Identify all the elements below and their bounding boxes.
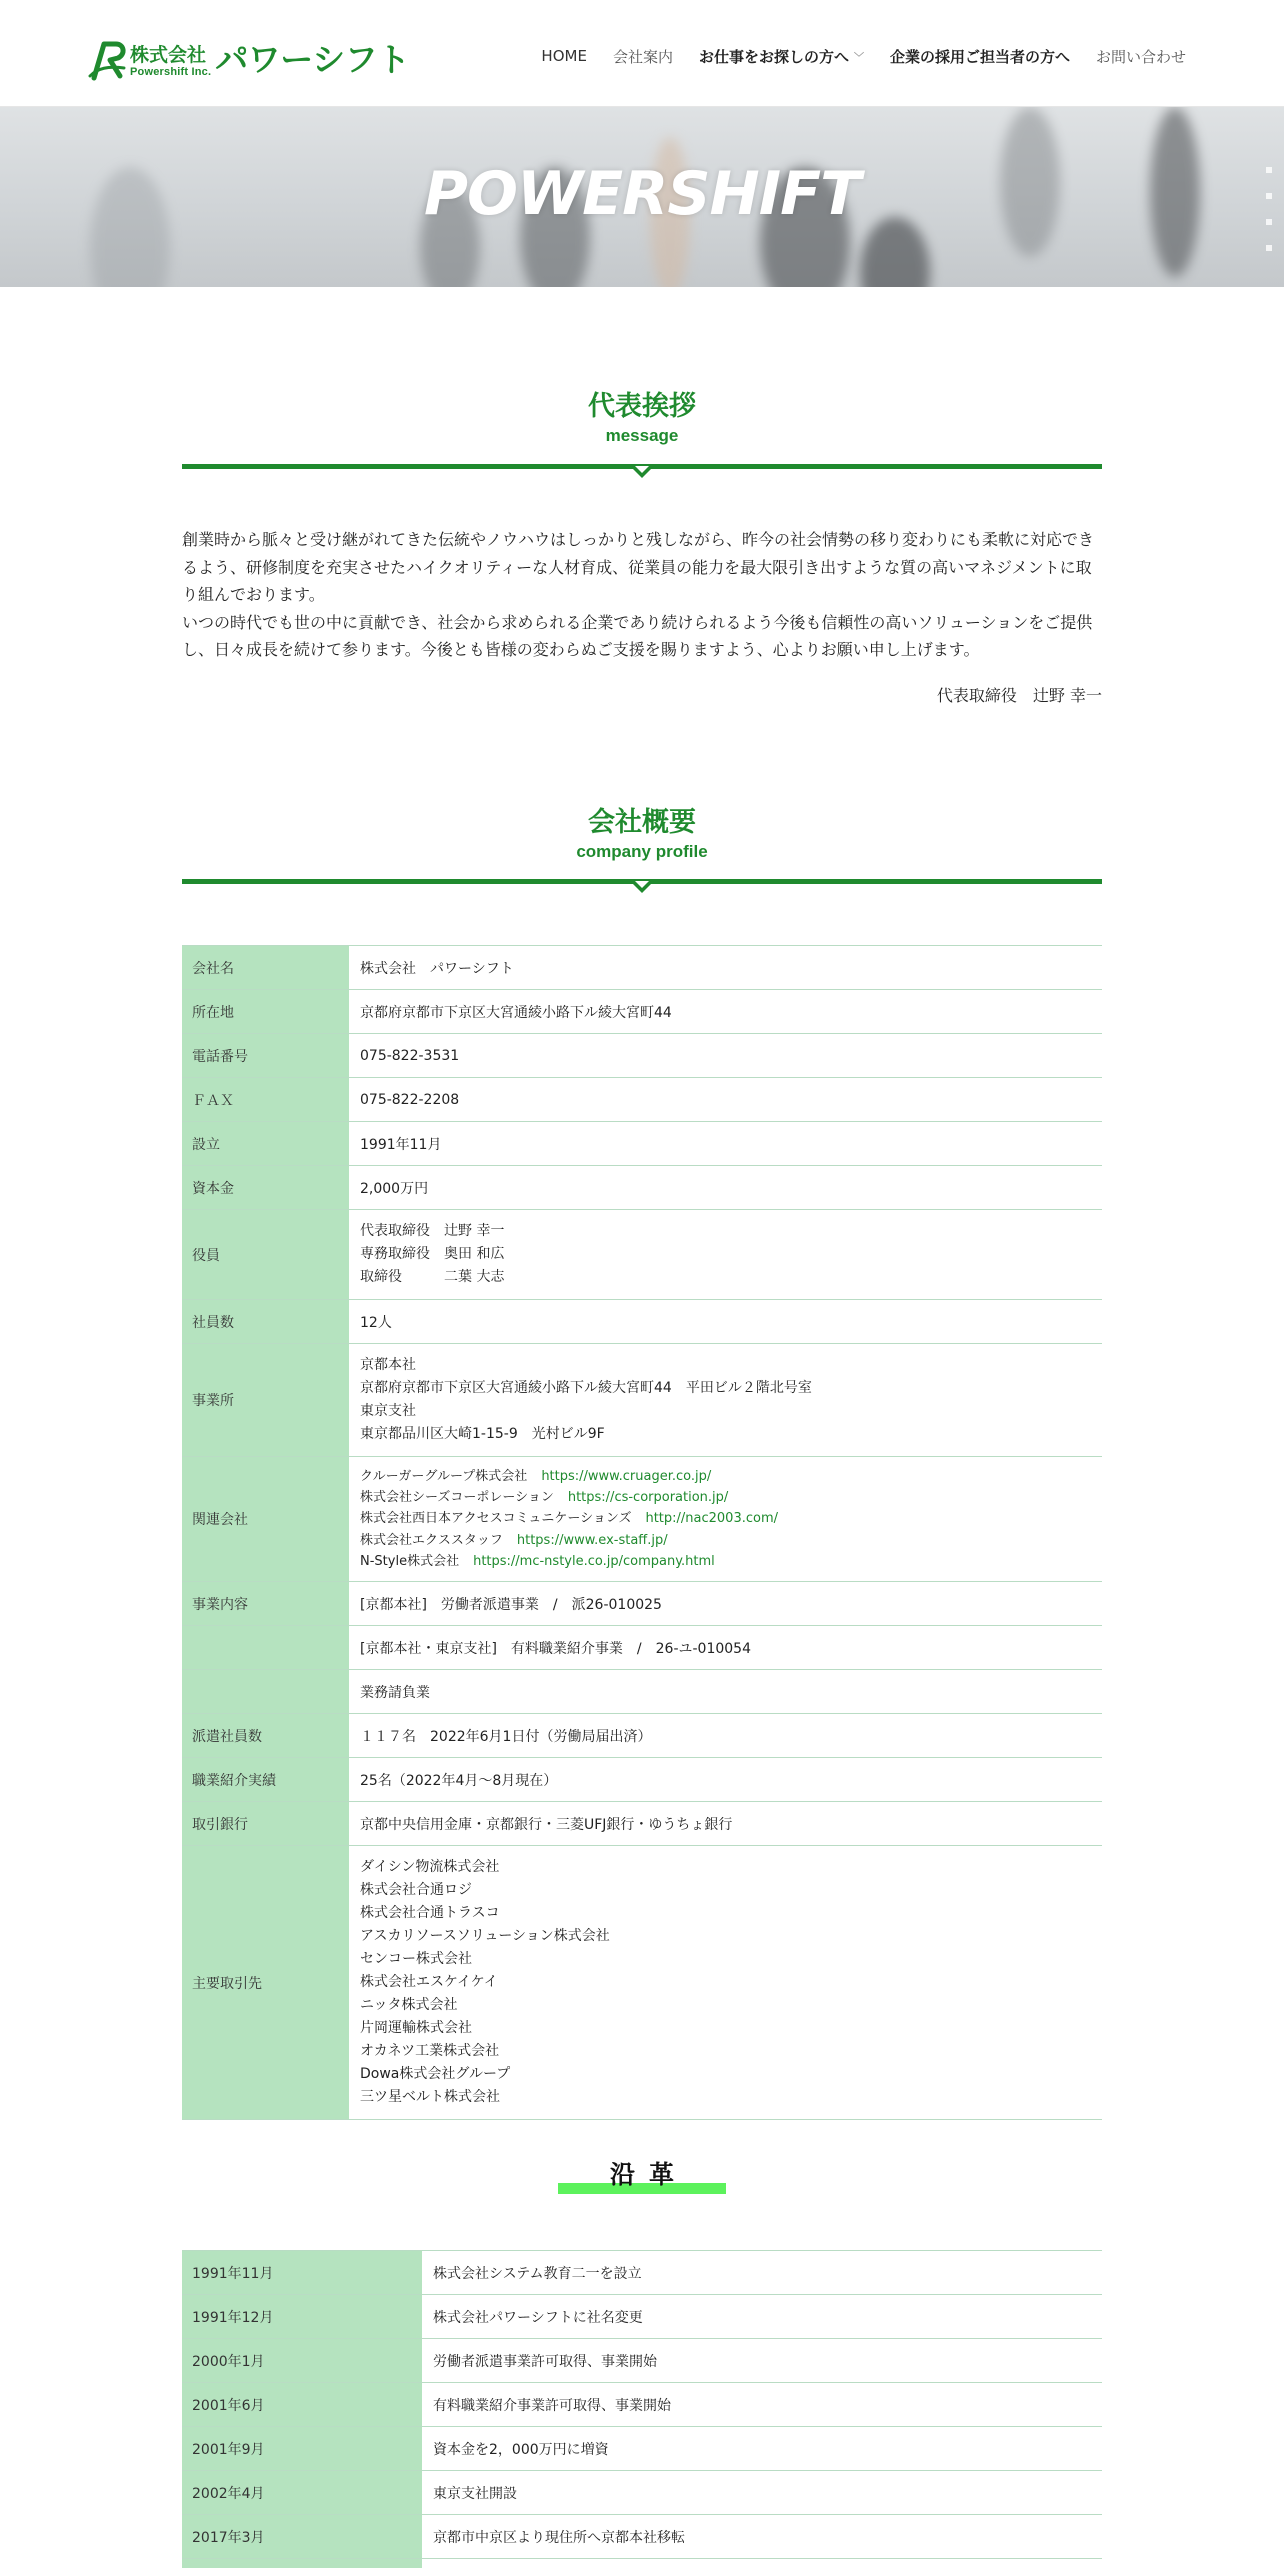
history-date: 2017年3月 (182, 2515, 422, 2559)
related-company-name: N-Style株式会社 (360, 1553, 460, 1569)
table-row (182, 946, 1102, 990)
logo-mark-icon (88, 38, 128, 82)
profile-heading (182, 806, 1102, 863)
message-paragraph-2: いつの時代でも世の中に貢献でき、社会から求められる企業であり続けられるよう今後も信頼性の高いソリューションをご提供し、日々成長を続けて参ります。今後とも皆様の変わらぬご支援を賜りますよう、心よりお願い申し上げます。 (182, 612, 1093, 659)
message-paragraph-1: 創業時から脈々と受け継がれてきた伝統やノウハウはしっかりと残しながら、昨今の社会情勢の移り変わりにも柔軟に対応できるよう、研修制度を充実させたハイクオリティーな人材育成、従業員の能力を最大限引き出すような質の高いマネジメントに取り組んでおります。 (182, 530, 1095, 604)
client-line: オカネツ工業株式会社 (360, 2043, 500, 2059)
row-label: 派遣社員数 (182, 1714, 349, 1758)
table-row (182, 1166, 1102, 1210)
related-company-link[interactable]: https://www.ex-staff.jp/ (516, 1532, 668, 1548)
related-company-link[interactable]: http://nac2003.com/ (645, 1511, 778, 1527)
row-label: 職業紹介実績 (182, 1758, 349, 1802)
row-value: 25名（2022年4月～8月現在） (349, 1758, 1102, 1802)
row-value: [京都本社] 労働者派遣事業 / 派26-010025 (349, 1582, 1102, 1626)
row-label-empty (182, 1670, 349, 1714)
officer-line: 取締役 二葉 大志 (360, 1269, 505, 1285)
logo-company-prefix: 株式会社 (130, 44, 207, 66)
history-event: 資本金を2，000万円に増資 (422, 2427, 1102, 2471)
history-heading (558, 2158, 726, 2194)
row-value: 京都中央信用金庫・京都銀行・三菱UFJ銀行・ゆうちょ銀行 (349, 1802, 1102, 1846)
history-date: 2002年4月 (182, 2471, 422, 2515)
table-row (182, 1034, 1102, 1078)
table-row (182, 2383, 1102, 2427)
table-row (182, 2427, 1102, 2471)
client-line: アスカリソースソリューション株式会社 (360, 1928, 610, 1944)
table-row (182, 990, 1102, 1034)
office-line: 東京支社 (360, 1403, 416, 1419)
table-row (182, 1626, 1102, 1670)
related-company (360, 1487, 1102, 1508)
related-company-name: 株式会社シーズコーポレーション (360, 1490, 554, 1506)
row-label: 取引銀行 (182, 1802, 349, 1846)
history-title: 沿革 (609, 2160, 688, 2189)
row-value: 業務請負業 (349, 1670, 1102, 1714)
row-label: 会社名 (182, 946, 349, 990)
table-row (182, 1122, 1102, 1166)
nav-home[interactable]: HOME (541, 47, 587, 65)
client-line: センコー株式会社 (360, 1951, 472, 1967)
history-date-empty (182, 2559, 422, 2568)
client-line: 株式会社合通ロジ (360, 1882, 472, 1898)
message-title-ja: 代表挨拶 (588, 391, 696, 422)
profile-title-ja: 会社概要 (588, 807, 696, 838)
history-event: 有料職業紹介事業許可取得、事業開始 (422, 2383, 1102, 2427)
row-value: 2,000万円 (349, 1166, 1102, 1210)
divider-notch-icon (630, 466, 654, 480)
row-value: １１７名 2022年6月1日付（労働局届出済） (349, 1714, 1102, 1758)
row-value (349, 1846, 1102, 2120)
row-label: 事業所 (182, 1344, 349, 1457)
table-row (182, 2295, 1102, 2339)
chevron-down-icon: ﹀ (853, 52, 864, 64)
history-event-empty (422, 2559, 1102, 2568)
row-label: 事業内容 (182, 1582, 349, 1626)
related-company-name: 株式会社西日本アクセスコミュニケーションズ (360, 1511, 632, 1527)
nav-job-seekers[interactable] (699, 46, 864, 67)
table-row (182, 1714, 1102, 1758)
row-label: 設立 (182, 1122, 349, 1166)
history-date: 2001年9月 (182, 2427, 422, 2471)
nav-employers[interactable]: 企業の採用ご担当者の方へ (889, 47, 1070, 66)
officer-line: 代表取締役 辻野 幸一 (360, 1223, 505, 1239)
company-logo[interactable] (88, 38, 410, 82)
table-row (182, 1846, 1102, 2120)
client-line: 株式会社エスケイケイ (360, 1974, 498, 1990)
related-company (360, 1530, 1102, 1551)
message-title-en: message (605, 426, 679, 445)
nav-company[interactable]: 会社案内 (612, 47, 673, 66)
hero-title: POWERSHIFT (423, 159, 860, 229)
message-signature: 代表取締役 辻野 幸一 (936, 686, 1102, 705)
row-value: 京都府京都市下京区大宮通綾小路下ル綾大宮町44 (349, 990, 1102, 1034)
row-label: 役員 (182, 1210, 349, 1300)
table-row (182, 2515, 1102, 2559)
row-value (349, 1344, 1102, 1457)
row-label: 所在地 (182, 990, 349, 1034)
table-row (182, 2559, 1102, 2568)
profile-title-en: company profile (576, 842, 708, 861)
company-profile-table (182, 945, 1102, 2120)
row-label: 社員数 (182, 1300, 349, 1344)
table-row (182, 2471, 1102, 2515)
table-row (182, 1344, 1102, 1457)
main-nav (515, 45, 1186, 67)
client-line: 片岡運輸株式会社 (360, 2020, 472, 2036)
table-row (182, 1078, 1102, 1122)
client-line: ニッタ株式会社 (360, 1997, 458, 2013)
related-company-link[interactable]: https://cs-corporation.jp/ (567, 1490, 729, 1506)
site-header (0, 0, 1284, 107)
message-heading (182, 390, 1102, 447)
row-label-empty (182, 1626, 349, 1670)
office-line: 京都本社 (360, 1357, 416, 1373)
client-line: ダイシン物流株式会社 (360, 1859, 500, 1875)
logo-company-name: パワーシフト (215, 40, 410, 79)
related-company-link[interactable]: https://mc-nstyle.co.jp/company.html (473, 1553, 715, 1569)
related-company-name: 株式会社エクススタッフ (360, 1532, 503, 1548)
client-line: Dowa株式会社グループ (360, 2066, 511, 2082)
client-line: 株式会社合通トラスコ (360, 1905, 500, 1921)
row-label: 資本金 (182, 1166, 349, 1210)
office-line: 京都府京都市下京区大宮通綾小路下ル綾大宮町44 平田ビル２階北号室 (360, 1380, 812, 1396)
related-company (360, 1466, 1102, 1487)
history-event: 株式会社システム教育二一を設立 (422, 2251, 1102, 2295)
row-label: 主要取引先 (182, 1846, 349, 2120)
history-table (182, 2250, 1102, 2568)
table-row (182, 1457, 1102, 1582)
nav-job-seekers-label: お仕事をお探しの方へ (698, 47, 849, 66)
nav-contact[interactable]: お問い合わせ (1095, 47, 1186, 66)
row-label: ＦＡＸ (182, 1078, 349, 1122)
history-date: 2000年1月 (182, 2339, 422, 2383)
row-value: 12人 (349, 1300, 1102, 1344)
row-label: 電話番号 (182, 1034, 349, 1078)
row-value: 075-822-2208 (349, 1078, 1102, 1122)
table-row (182, 1300, 1102, 1344)
table-row (182, 1210, 1102, 1300)
history-date: 1991年12月 (182, 2295, 422, 2339)
row-value (349, 1210, 1102, 1300)
officer-line: 専務取締役 奥田 和広 (360, 1246, 505, 1262)
history-event: 京都市中京区より現住所へ京都本社移転 (422, 2515, 1102, 2559)
hero-banner (0, 107, 1284, 287)
row-value: 株式会社 パワーシフト (349, 946, 1102, 990)
related-company-link[interactable]: https://www.cruager.co.jp/ (541, 1468, 712, 1484)
logo-company-en: Powershift Inc. (130, 66, 212, 78)
history-event: 労働者派遣事業許可取得、事業開始 (422, 2339, 1102, 2383)
related-company (360, 1551, 1102, 1572)
table-row (182, 2339, 1102, 2383)
history-event: 株式会社パワーシフトに社名変更 (422, 2295, 1102, 2339)
message-body (182, 526, 1102, 664)
related-company (360, 1508, 1102, 1529)
history-event: 東京支社開設 (422, 2471, 1102, 2515)
row-value: 1991年11月 (349, 1122, 1102, 1166)
table-row (182, 1670, 1102, 1714)
row-value (349, 1457, 1102, 1582)
table-row (182, 1758, 1102, 1802)
row-label: 関連会社 (182, 1457, 349, 1582)
table-row (182, 2251, 1102, 2295)
history-date: 2001年6月 (182, 2383, 422, 2427)
hero-side-markers (1266, 167, 1274, 251)
table-row (182, 1582, 1102, 1626)
table-row (182, 1802, 1102, 1846)
client-line: 三ツ星ベルト株式会社 (360, 2089, 500, 2105)
divider-notch-icon (630, 881, 654, 895)
row-value: 075-822-3531 (349, 1034, 1102, 1078)
related-company-name: クルーガーグループ株式会社 (360, 1468, 528, 1484)
office-line: 東京都品川区大崎1-15-9 光村ビル9F (360, 1426, 605, 1442)
row-value: [京都本社・東京支社] 有料職業紹介事業 / 26-ユ-010054 (349, 1626, 1102, 1670)
history-date: 1991年11月 (182, 2251, 422, 2295)
